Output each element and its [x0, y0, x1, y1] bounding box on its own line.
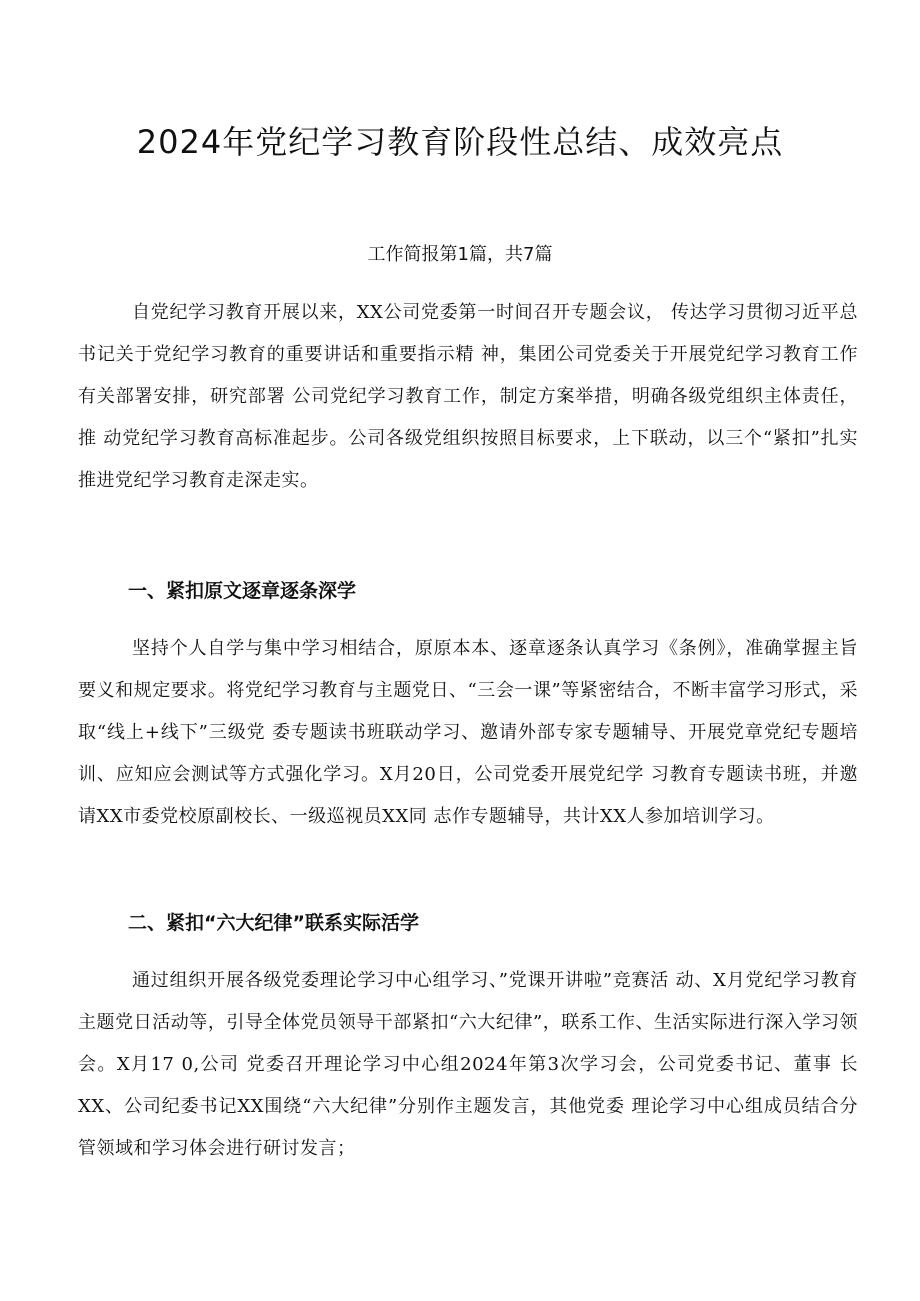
section-heading-2: 二、紧扣“六大纪律”联系实际活学: [128, 912, 419, 934]
paragraph-section-2: 通过组织开展各级党委理论学习中心组学习、”党课开讲啦”竞赛活 动、X月党纪学习教育主题党日活动等，引导全体党员领导干部紧扣“六大纪律”，联系工作、生活实际进行深入学习领会。X月17 0,公司 党委召开理论学习中心组2024年第3次学习会，公司党委书记、董事 长XX、公司纪委书记XX围绕“六大纪律”分别作主题发言，其他党委 理论学习中心组成员结合分管领域和学习体会进行研讨发言；: [78, 970, 858, 1159]
section-heading-1: 一、紧扣原文逐章逐条深学: [128, 580, 357, 602]
document-subtitle: 工作简报第1篇，共7篇: [367, 244, 553, 265]
paragraph-intro: 自党纪学习教育开展以来，XX公司党委第一时间召开专题会议， 传达学习贯彻习近平总书记关于党纪学习教育的重要讲话和重要指示精 神，集团公司党委关于开展党纪学习教育工作有关部署安排，研究部署 公司党纪学习教育工作，制定方案举措，明确各级党组织主体责任，推 动党纪学习教育高标准起步。公司各级党组织按照目标要求，上下联动，以三个“紧扣”扎实推进党纪学习教育走深走实。: [78, 302, 858, 491]
paragraph-section-1: 坚持个人自学与集中学习相结合，原原本本、逐章逐条认真学习《条例》，准确掌握主旨要义和规定要求。将党纪学习教育与主题党日、“三会一课”等紧密结合，不断丰富学习形式，采取“线上+线下”三级党 委专题读书班联动学习、邀请外部专家专题辅导、开展党章党纪专题培 训、应知应会测试等方式强化学习。X月20日，公司党委开展党纪学 习教育专题读书班，并邀请XX市委党校原副校长、一级巡视员XX同 志作专题辅导，共计XX人参加培训学习。: [78, 638, 858, 827]
document-title: 2024年党纪学习教育阶段性总结、成效亮点: [136, 123, 784, 161]
